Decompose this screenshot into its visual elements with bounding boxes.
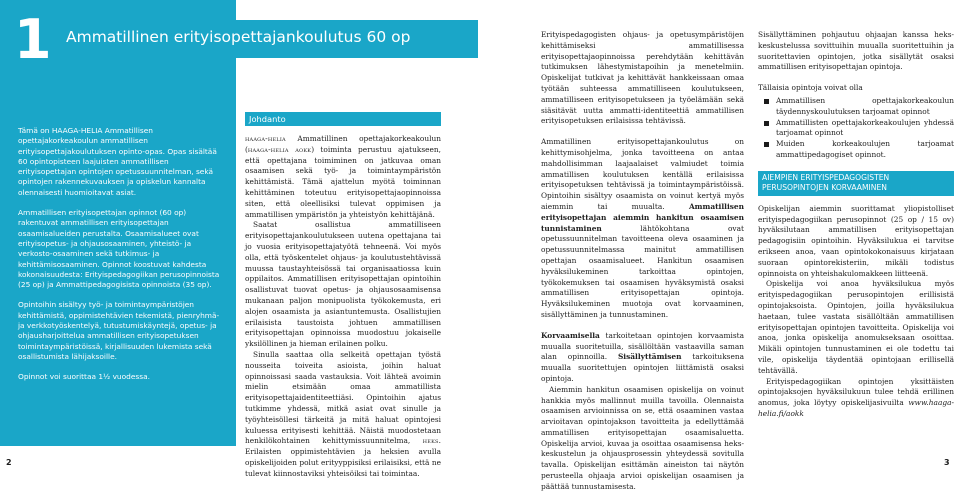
intro-paragraph: Opintoihin sisältyy työ- ja toimintaympäristöjen kehittämistä, oppimistehtävien tekemistä, pienryhmä- ja verkkotyöskentelyä, tutustumiskäyntejä, opetus- ja ohjausharjoittelua ammatillisen erityisopetuksen toimintaympäristöissä, kirjallisuuden lukemista sekä osallistumista lähijaksoille. xyxy=(18,300,220,361)
intro-paragraph: Opinnot voi suorittaa 1½ vuodessa. xyxy=(18,372,150,382)
chapter-title-bar xyxy=(58,20,478,58)
text-span: tarkoituksena muualla suoritettujen opintojen liittämistä osaksi opintoja. xyxy=(541,352,745,383)
list-item xyxy=(764,96,954,118)
list-item xyxy=(764,139,954,161)
bold-term: Korvaamisella xyxy=(541,330,600,340)
heks-abbr: heks xyxy=(422,436,439,446)
body-paragraph: Erityispedagogisten ohjaus- ja opetusympäristöjen kehittämiseksi ammatillisessa erityisopettajaopinnoissa perehdytään kehittävän tutkimuksen lähestymistapoihin ja menetelmiin. Opiskelijat tutkivat ja kehittävät hankkeissaan omaa työtään suhteessa ammatilliseen koulutukseen, ammatilliseen erityisopetukseen ja työelämään sekä siäsitävät uutta ammatti-identiteettiä ammatillisen erityisopetuksen erilaisissa tehtävissä. xyxy=(541,30,744,126)
text-span: Ammatillinen erityisopettajankoulutus on kehittymisohjelma, jonka tavoitteena on antaa mahdollisimman laajaalaiset valmiudet toimia ammatillisen koulutuksen kentällä erilaisissa erityisopetuksen tehtävissä ja toimintaympäristöissä. Opintoihin sisältyy osaamista on voinut kertyä myös aiemmin tai muualta. xyxy=(541,137,744,211)
body-paragraph: Sisällyttäminen pohjautuu ohjaajan kanssa heks-keskustelussa sovittuihin muualla suoritettuihin ja suoritettavien opintojen, jotka sisällytät osaksi ammatillisen erityisopettajan opintoja. xyxy=(758,30,954,72)
bold-term: Ammatillisen erityisopettajan aiemmin hankitun osaamisen tunnistaminen xyxy=(541,201,744,233)
chapter-number: 1 xyxy=(14,8,52,71)
page-number-left: 2 xyxy=(6,458,12,467)
page-number-right: 3 xyxy=(944,458,950,467)
list-item-text: Muiden korkeakoulujen tarjoamat ammattipedagogiset opinnot. xyxy=(776,139,954,159)
text-span: ) toiminta perustuu ajatukseen, että opettajana toimiminen on jatkuvaa oman osaamisen sekä työ- ja toimintaympäristön kehittämistä. Tämä ajattelun myötä toiminnan kehittäminen toteutuu erityisopettajaopinnoissa siten, että oleellisiksi tulevat oppimisen ja ammatillisen ympäristön ja yhteistyön kehittäjänä. xyxy=(245,144,441,219)
text-span: Erityispedagogiikan opintojen yksittäisten opintojaksojen hyväksilukuun tulee tehdä erillinen anomus, joka löytyy opiskelijasivuilta xyxy=(758,376,954,408)
text-span: . Erilaisten oppimistehtävien ja heksien avulla opiskelijoiden polut erityyppisiksi erilaisiksi, että ne tulevat kiinnostaviksi yhteisöiksi tai toimintaa. xyxy=(245,436,441,478)
square-bullet-icon xyxy=(764,121,769,126)
text-span: Sinulla saattaa olla selkeitä opettajan työstä nousseita toiveita asioista, joihin haluat opinnoissasi saada vastauksia. Voit lähteä avoimin mielin etsimään omaa ammatillista erityisopettajaidentiteettiäsi. Opintoihin ajatus tutkimme yhdessä, mitkä asiat ovat sinulle ja työyhteisöllesi tärkeitä ja mitä haluat opintojesi kuluessa erityisesti kehittää. Näistä muodostetaan henkilökohtainen kehittymissuunnitelma, xyxy=(245,349,441,446)
intro-paragraph: Ammatillisen erityisopettajan opinnot (60 op) rakentuvat ammatillisen erityisopettajan osaamisalueiden perustalta. Osaamisalueet ovat erityisopetus- ja ohjausosaaminen, yhteistö- ja verkosto-osaaminen sekä tutkimus- ja kehittämisosaaminen. Opinnot koostuvat kahdesta kokonaisuudesta: Erityispedagogiikan perusopinnoista (25 op) ja Ammattipedagogisista opinnoista (35 op). xyxy=(18,208,220,290)
list-item-text: Ammatillisten opettajakorkeakoulujen yhdessä tarjoamat opinnot xyxy=(776,117,954,138)
bold-term: Sisällyttämisen xyxy=(617,352,682,362)
body-paragraph xyxy=(541,331,744,385)
square-bullet-icon xyxy=(764,142,769,147)
list-item-text: Ammatillisen opettajakorkeakoulun täydennyskoulutuksen tarjoamat opinnot xyxy=(776,95,954,116)
body-paragraph xyxy=(245,134,441,220)
list-item xyxy=(764,118,954,140)
section-heading-johdanto: Johdanto xyxy=(245,112,441,126)
body-paragraph: Aiemmin hankitun osaamisen opiskelija on voinut hankkia myös mallinnut muilla tavoilla. Olennaista osaamisen arvioinnissa on se, että osaaminen vastaa arvioitavan opintojakson tavoitteita ja edellyttämää ammatillisen erityisopettajan osaamisaluetta. Opiskelija arvioi, kuvaa ja osoittaa osaamisensa heks-keskustelun ja ohjausprosessin yhteydessä sovitulla tavalla. Opiskelijan esittämän aineiston tai näytön perusteella ohjaaja arvioi opiskelijan osaamisen ja päättää tunnustamisesta. xyxy=(541,384,744,491)
text-column-3 xyxy=(758,30,954,420)
body-paragraph xyxy=(541,137,744,321)
bullet-list xyxy=(764,96,954,161)
text-span: lähtökohtana ovat opetussuunnitelman tavoitteena oleva osaaminen ja opetussuunnitelmassa mainitut ammatillisen opettajan osaamisalueet. Hankitun osaamisen hyväksilukeminen tarkoittaa opintojen, työkokemuksen tai osaamisen hyväksymistä osaksi ammatillisen erityisopettajan opintoja. Hyväksilukeminen muotoja ovat korvaaminen, sisällyttäminen ja tunnustaminen. xyxy=(541,223,744,319)
body-paragraph: Opiskelijan aiemmin suorittamat yliopistolliset erityispedagogiikan perusopinnot (25 op / 15 ov) hyväksilutaan ammatillisen erityisopettajan pedagogisiin opintoihin. Hyväksilukua ei tarvitse erikseen anoa, vaan opintokokonaisuus kirjataan suoraan opintorekisteriin, mikäli todistus opinnoista on yhteishakulomakkeen liitteenä. xyxy=(758,203,954,278)
text-span: Ammatillinen opettajakorkeakoulun ( xyxy=(245,134,441,154)
text-span: tarkoitetaan opintojen korvaamista muualla suoritetuilla, sisällöltään vastaavilla saman alan opinnoilla. xyxy=(541,330,744,362)
website-link[interactable]: www.haaga-helia.fi/aokk xyxy=(758,398,954,418)
square-bullet-icon xyxy=(764,99,769,104)
body-paragraph xyxy=(758,377,954,420)
chapter-intro-panel xyxy=(0,0,236,446)
intro-paragraph: Tämä on HAAGA-HELIA Ammatillisen opettajakorkeakoulun ammatillisen erityisopettajakoulutuksen opinto-opas. Opas sisältää 60 opintopisteen laajuisten ammatillisen erityisopettajan opintojen opetussuunnitelman, sekä opintojen rakennekuvauksen ja opiskelun kannalta olennaisesti huomioitavat asiat. xyxy=(18,126,217,197)
body-paragraph: Tällaisia opintoja voivat olla xyxy=(758,83,863,93)
subsection-heading: AIEMPIEN ERITYISPEDAGOGISTEN PERUSOPINTOJEN KORVAAMINEN xyxy=(758,171,954,196)
text-column-1 xyxy=(245,134,441,480)
org-abbr: haaga-helia aokk xyxy=(247,144,312,154)
org-name: haaga-helia xyxy=(245,134,286,143)
body-paragraph: Saatat osallistua ammatilliseen erityisopettajankoulutukseen uutena opettajana tai jo vuosia erityisopettajatyötä tehneenä. Voi myös olla, että työskentelet ohjaus- ja koulutustehtävissä muussa taustayhteisössä tai organisaatiossa kuin oppilaitos. Ammatillisen erityisopettajan opintoihin osallistuvat tuovat opetus- ja ohjausosaamisensa mukanaan paljon monipuolista työkokemusta, eri alojen osaamista ja asiantuntemusta. Osallistujien erilaisista taustoista johtuen ammatillisen erityisopettajan opinnoissa muodostuu jokaiselle yksilöllinen ja hieman erilainen polku. xyxy=(245,220,441,349)
chapter-title: Ammatillinen erityisopettajankoulutus 60 op xyxy=(66,28,411,46)
text-column-2 xyxy=(541,30,744,493)
intro-text xyxy=(18,126,224,393)
body-paragraph xyxy=(245,350,441,480)
body-paragraph: Opiskelija voi anoa hyväksilukua myös erityispedagogiikan perusopintojen erillisistä opintojaksoista. Opintojen, joilla hyväksilukua haetaan, tulee vastata sisällöltään ammatillisen erityisopettajan opintojen tavoitteita. Opiskelija voi anoa, jonka opiskelija anomukseksaan osoittaa. Mikäli opintojen tunnustaminen ei ole todettu tai vile, opiskelija täydentää opintojaan erillisellä tehtävällä. xyxy=(758,279,954,375)
